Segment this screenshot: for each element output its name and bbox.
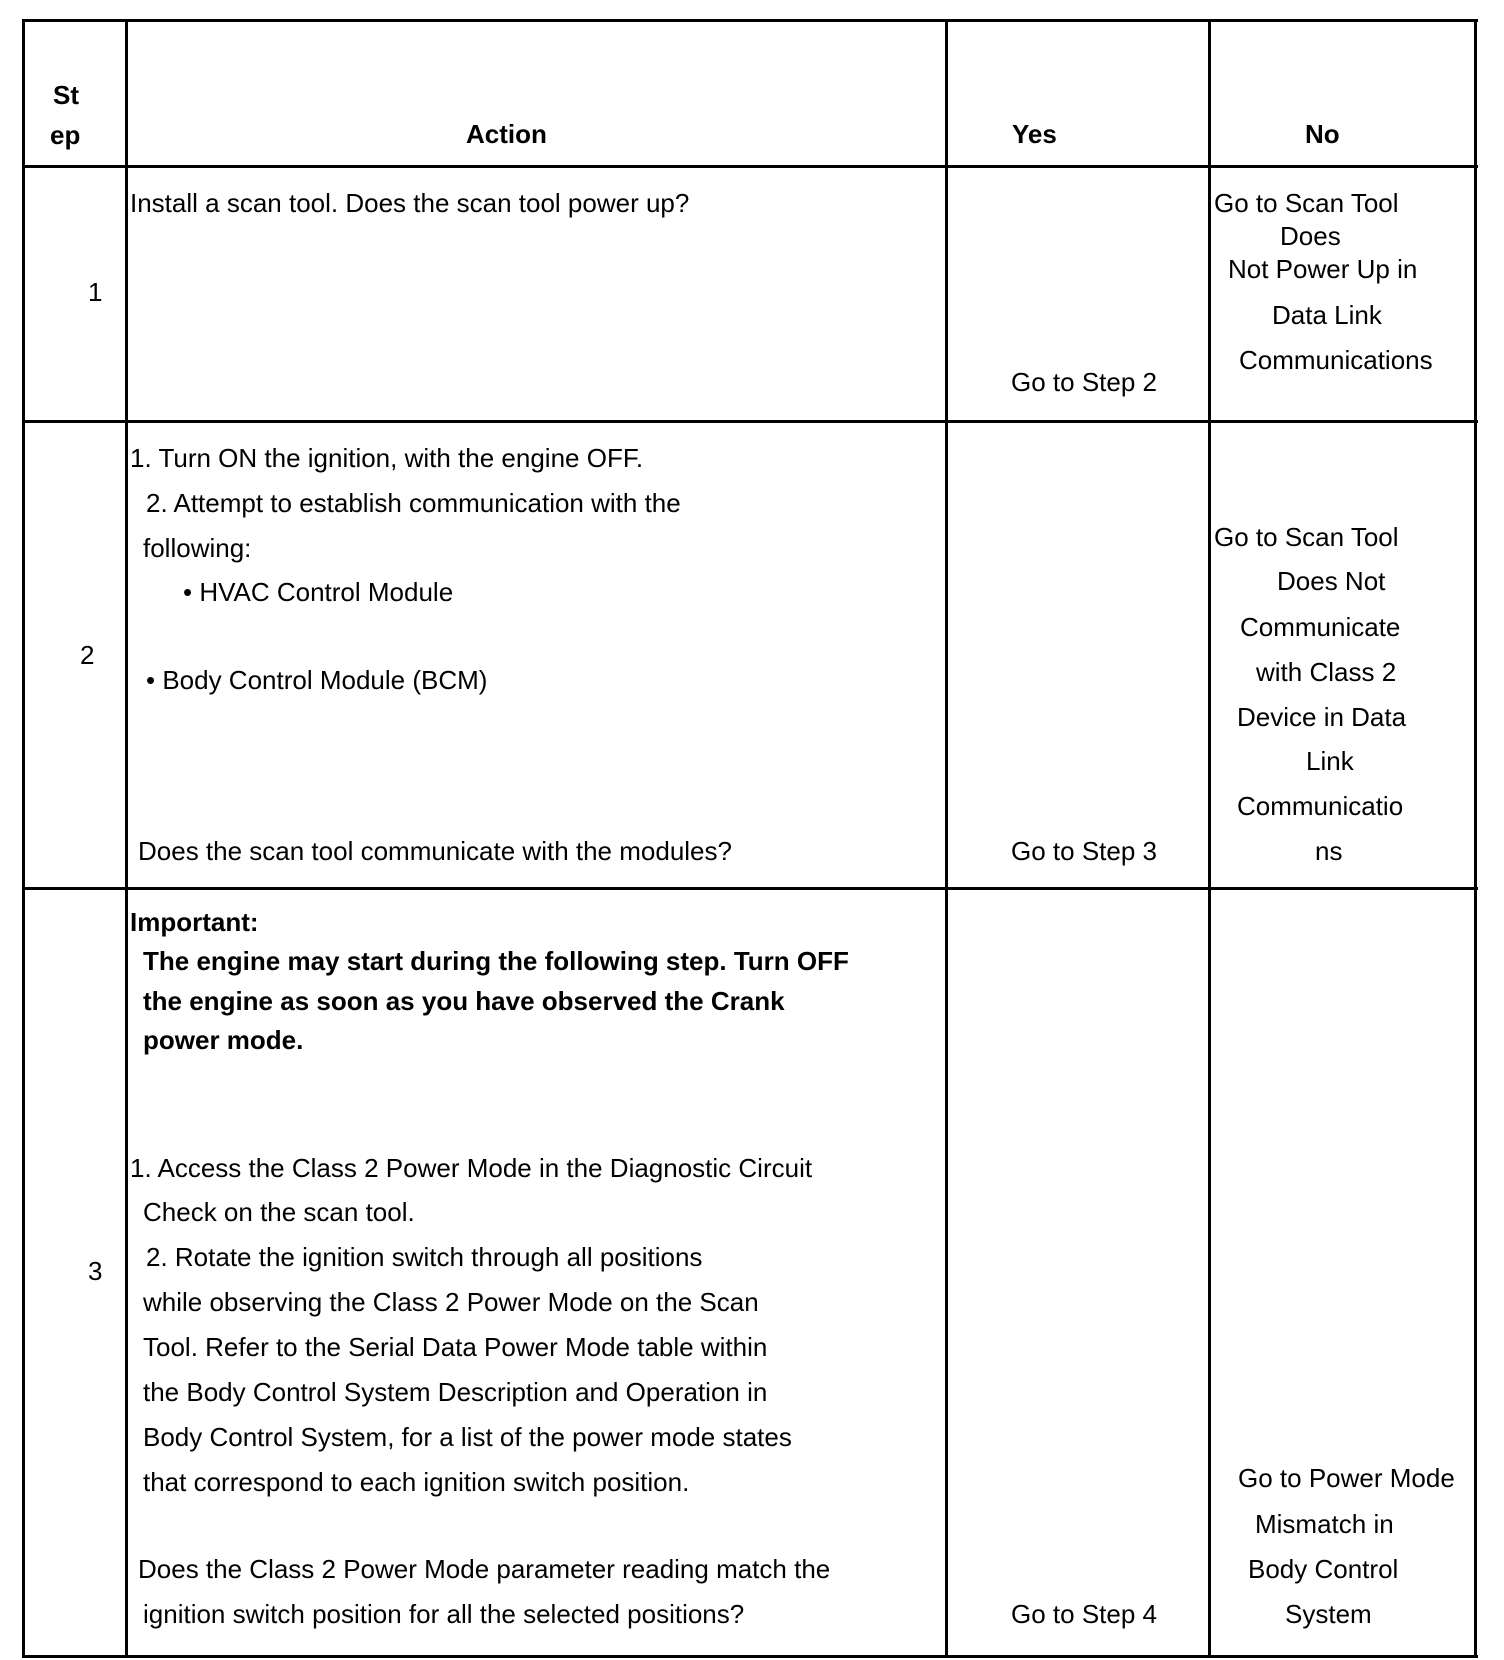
row3-no-line: System: [1285, 1599, 1372, 1629]
row2-action-line: 1. Turn ON the ignition, with the engine OFF.: [130, 443, 644, 473]
row2-action-line: • Body Control Module (BCM): [146, 665, 488, 695]
row3-yes: Go to Step 4: [1011, 1599, 1157, 1629]
table-border-bottom: [22, 1655, 1478, 1658]
row2-no-line: Communicatio: [1237, 791, 1404, 821]
row-divider-2: [22, 887, 1478, 890]
column-divider-action: [945, 19, 948, 1658]
row3-action-line: while observing the Class 2 Power Mode on the Scan: [143, 1287, 759, 1317]
row2-no-line: with Class 2: [1256, 657, 1397, 687]
row3-important-label: Important:: [130, 907, 259, 937]
row1-action-line: Install a scan tool. Does the scan tool power up?: [130, 188, 690, 218]
header-yes: Yes: [1012, 119, 1057, 149]
header-step-line2: ep: [50, 120, 81, 150]
row3-action-line: 2. Rotate the ignition switch through all positions: [146, 1242, 703, 1272]
row2-step: 2: [80, 640, 95, 670]
row2-no-line: ns: [1315, 836, 1343, 866]
header-no: No: [1305, 119, 1340, 149]
row1-no-line: Go to Scan Tool: [1214, 188, 1399, 218]
row3-no-line: Mismatch in: [1255, 1509, 1394, 1539]
row3-action-line: Body Control System, for a list of the power mode states: [143, 1422, 792, 1452]
row3-action-line: 1. Access the Class 2 Power Mode in the Diagnostic Circuit: [130, 1153, 813, 1183]
row1-no-line: Data Link: [1272, 300, 1382, 330]
row2-action-line: following:: [143, 533, 252, 563]
row1-step: 1: [88, 277, 103, 307]
table-border-left: [22, 19, 25, 1658]
row3-action-line: Check on the scan tool.: [143, 1197, 415, 1227]
row1-yes: Go to Step 2: [1011, 367, 1157, 397]
row3-action-line: ignition switch position for all the selected positions?: [143, 1599, 745, 1629]
row1-no-line: Does: [1280, 221, 1341, 251]
row-divider-1: [22, 420, 1478, 423]
header-step-line1: St: [53, 80, 79, 110]
row1-no-line: Communications: [1239, 345, 1433, 375]
column-divider-yes: [1208, 19, 1211, 1658]
row3-action-line: Does the Class 2 Power Mode parameter reading match the: [138, 1554, 831, 1584]
row2-no-line: Device in Data: [1237, 702, 1407, 732]
row2-action-line: 2. Attempt to establish communication with the: [146, 488, 681, 518]
row1-no-line: Not Power Up in: [1228, 254, 1418, 284]
header-divider: [22, 165, 1478, 168]
row3-important-line: The engine may start during the following step. Turn OFF: [143, 946, 849, 976]
row3-step: 3: [88, 1256, 103, 1286]
row2-yes: Go to Step 3: [1011, 836, 1157, 866]
row3-no-line: Body Control: [1248, 1554, 1399, 1584]
row2-no-line: Communicate: [1240, 612, 1401, 642]
row3-action-line: the Body Control System Description and Operation in: [143, 1377, 768, 1407]
row2-action-line: • HVAC Control Module: [183, 577, 454, 607]
row3-action-line: Tool. Refer to the Serial Data Power Mode table within: [143, 1332, 768, 1362]
row2-no-line: Link: [1306, 746, 1354, 776]
row3-no-line: Go to Power Mode: [1238, 1463, 1455, 1493]
table-border-right: [1474, 19, 1477, 1658]
table-border-top: [22, 19, 1478, 22]
row3-important-line: power mode.: [143, 1025, 304, 1055]
row3-important-line: the engine as soon as you have observed the Crank: [143, 986, 785, 1016]
row2-action-line: Does the scan tool communicate with the modules?: [138, 836, 732, 866]
column-divider-step: [125, 19, 128, 1658]
row2-no-line: Go to Scan Tool: [1214, 522, 1399, 552]
row2-no-line: Does Not: [1277, 566, 1386, 596]
header-action: Action: [466, 119, 547, 149]
row3-action-line: that correspond to each ignition switch position.: [143, 1467, 690, 1497]
